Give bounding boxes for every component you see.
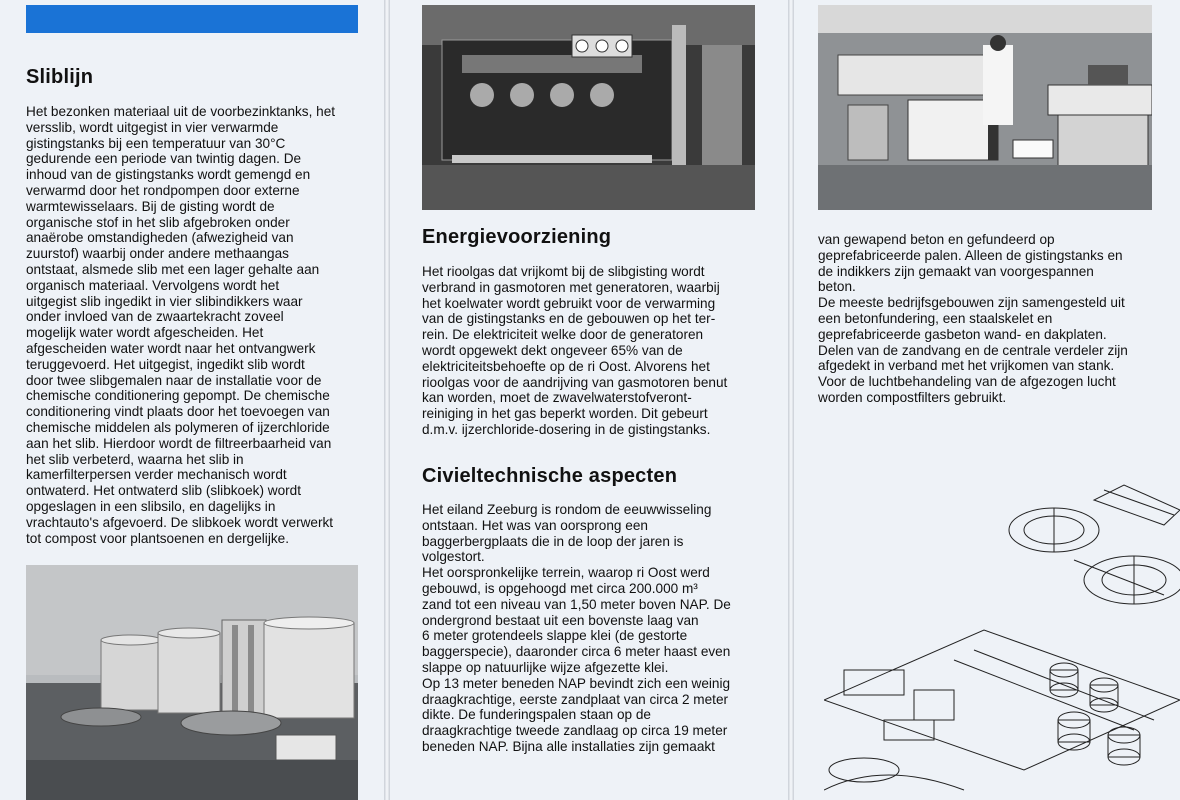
panel-right bbox=[794, 0, 1180, 800]
text-line: draagkrachtige, eerste zandplaat van circa 2 meter bbox=[422, 691, 729, 707]
photo-gas-engine bbox=[422, 5, 755, 210]
text-line: de indikkers zijn gemaakt van voorgespannen bbox=[818, 263, 1094, 279]
text-line: Het bezonken materiaal uit de voorbezinktanks, het bbox=[26, 104, 336, 119]
text-line: elektriciteitsbehoefte op de ri Oost. Alvorens het bbox=[422, 358, 710, 374]
text-line: baggerbergplaats die in de loop der jaren is bbox=[422, 533, 684, 549]
text-line: mogelijk water wordt afgescheiden. Het bbox=[26, 325, 264, 341]
body-continued bbox=[818, 232, 1174, 406]
text-line: Voor de luchtbehandeling van de afgezogen lucht bbox=[818, 374, 1116, 390]
text-line: chemische conditionering gepompt. De chemische bbox=[26, 388, 330, 404]
text-line: een betonfundering, een staalskelet en bbox=[818, 310, 1053, 326]
accent-bar bbox=[26, 5, 358, 33]
text-line: kamerfilterpersen verder mechanisch wordt bbox=[26, 467, 287, 483]
text-line: het slib verbeterd, waarna het slib in bbox=[26, 451, 244, 467]
photo-laboratory bbox=[818, 5, 1152, 210]
text-line: vrachtauto's afgevoerd. De slibkoek wordt verwerkt bbox=[26, 514, 334, 530]
text-line: organische stof in het slib afgebroken onder bbox=[26, 214, 290, 230]
text-line: ontstaat, alsmede slib met een lager gehalte aan bbox=[26, 261, 320, 277]
text-line: slappe op natuurlijke wijze afgezette klei. bbox=[422, 659, 669, 675]
text-line: ontwaterd. Het ontwaterd slib (slibkoek) wordt bbox=[26, 483, 302, 499]
text-line: het koelwater wordt gebruikt voor de verwarming bbox=[422, 295, 716, 311]
text-line: beneden NAP. Bijna alle installaties zijn gemaakt bbox=[422, 738, 715, 754]
body-civieltechnische-aspecten bbox=[422, 502, 782, 755]
text-line: geprefabriceerde palen. Alleen de gistingstanks en bbox=[818, 247, 1123, 263]
text-line: gebouwd, is opgehoogd met circa 200.000 m³ bbox=[422, 580, 698, 596]
text-line: teruggevoerd. Het uitgegist, ingedikt slib wordt bbox=[26, 356, 305, 372]
text-line: aan het slib. Hierdoor wordt de filtreerbaarheid van bbox=[26, 435, 332, 451]
text-line: onder invloed van de zwaartekracht zoveel bbox=[26, 309, 284, 325]
panel-middle bbox=[390, 0, 788, 800]
text-line: kan worden, moet de zwavelwaterstofveront- bbox=[422, 390, 692, 406]
text-line: reiniging in het gas beperkt worden. Dit gebeurt bbox=[422, 406, 708, 422]
text-line: organisch materiaal. Vervolgens wordt het bbox=[26, 277, 280, 293]
text-line: baggerspecie), daaronder circa 6 meter haast even bbox=[422, 644, 731, 660]
text-line: ondergrond bestaat uit een bovenste laag van bbox=[422, 612, 699, 628]
body-energievoorziening bbox=[422, 264, 782, 438]
text-line: chemische middelen als polymeren of ijzerchloride bbox=[26, 419, 330, 435]
text-line: gistingstanks bij een temperatuur van 30°C bbox=[26, 135, 286, 151]
text-line: versslib, wordt uitgegist in vier verwarmde bbox=[26, 119, 279, 135]
text-line: door twee slibgemalen naar de installatie voor de bbox=[26, 372, 322, 388]
illustration-plant-isometric bbox=[824, 470, 1180, 800]
text-line: opgeslagen in een slibsilo, en dagelijks in bbox=[26, 498, 276, 514]
heading-sliblijn: Sliblijn bbox=[26, 66, 94, 88]
text-line: conditionering vindt plaats door het toevoegen van bbox=[26, 404, 330, 420]
text-line: Op 13 meter beneden NAP bevindt zich een weinig bbox=[422, 675, 731, 691]
text-line: rein. De elektriciteit welke door de generatoren bbox=[422, 327, 704, 343]
text-line: zand tot een niveau van 1,50 meter boven NAP. De bbox=[422, 596, 731, 612]
text-line: dikte. De funderingspalen staan op de bbox=[422, 707, 651, 723]
panel-left bbox=[0, 0, 384, 800]
text-line: van de gistingstanks en de gebouwen op het ter- bbox=[422, 311, 716, 327]
text-line: geprefabriceerde gasbeton wand- en dakplaten. bbox=[818, 326, 1107, 342]
text-line: wordt opgewekt dekt ongeveer 65% van de bbox=[422, 342, 683, 358]
text-line: inhoud van de gistingstanks wordt gemengd en bbox=[26, 167, 311, 183]
text-line: gedurende een periode van twintig dagen. De bbox=[26, 151, 302, 167]
body-sliblijn bbox=[26, 104, 366, 546]
text-line: zuurstof) waarbij onder andere methaangas bbox=[26, 246, 289, 262]
heading-civieltechnische-aspecten: Civieltechnische aspecten bbox=[422, 465, 678, 487]
text-line: ontstaan. Het was van oorsprong een bbox=[422, 517, 648, 533]
text-line: worden compostfilters gebruikt. bbox=[818, 389, 1007, 405]
text-line: Het rioolgas dat vrijkomt bij de slibgisting wordt bbox=[422, 264, 705, 279]
text-line: beton. bbox=[818, 279, 856, 295]
text-line: rioolgas voor de aandrijving van gasmotoren benut bbox=[422, 374, 728, 390]
text-line: tot compost voor plantsoenen en dergelijke. bbox=[26, 530, 289, 546]
text-line: 6 meter grotendeels slappe klei (de gestorte bbox=[422, 628, 688, 644]
text-line: afgedekt in verband met het vrijkomen van stank. bbox=[818, 358, 1115, 374]
text-line: verbrand in gasmotoren met generatoren, waarbij bbox=[422, 279, 720, 295]
text-line: Het eiland Zeeburg is rondom de eeuwwisseling bbox=[422, 502, 712, 517]
text-line: volgestort. bbox=[422, 549, 485, 565]
text-line: warmtewisselaars. Bij de gisting wordt de bbox=[26, 198, 275, 214]
text-line: Het oorspronkelijke terrein, waarop ri Oost werd bbox=[422, 565, 710, 581]
text-line: uitgegist slib ingedikt in vier slibindikkers waar bbox=[26, 293, 303, 309]
text-line: De meeste bedrijfsgebouwen zijn samengesteld uit bbox=[818, 295, 1125, 311]
text-line: Delen van de zandvang en de centrale verdeler zijn bbox=[818, 342, 1128, 358]
text-line: van gewapend beton en gefundeerd op bbox=[818, 232, 1055, 247]
photo-digestion-tanks bbox=[26, 565, 358, 800]
text-line: afgescheiden water wordt naar het ontvangwerk bbox=[26, 340, 316, 356]
heading-energievoorziening: Energievoorziening bbox=[422, 226, 612, 248]
text-line: d.m.v. ijzerchloride-dosering in de gistingstanks. bbox=[422, 421, 711, 437]
text-line: anaërobe omstandigheden (afwezigheid van bbox=[26, 230, 294, 246]
text-line: draagkrachtige tweede zandlaag op circa 19 meter bbox=[422, 723, 728, 739]
text-line: verwarmd door het rondpompen door externe bbox=[26, 182, 300, 198]
